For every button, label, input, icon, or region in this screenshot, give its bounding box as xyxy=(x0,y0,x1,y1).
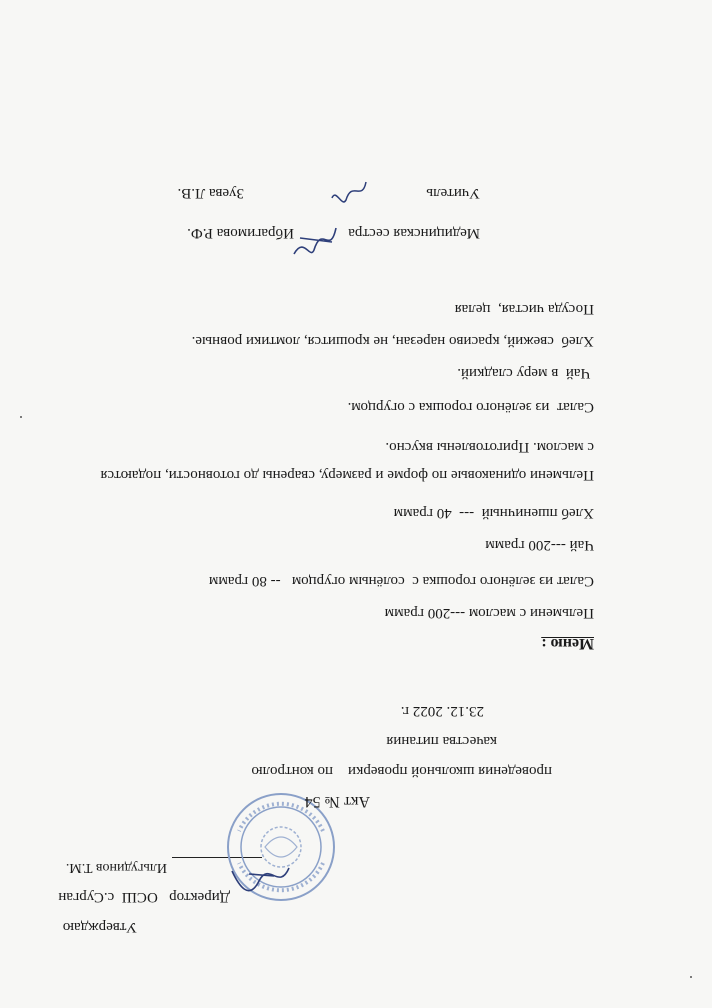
nurse-label: Медицинская сестра xyxy=(348,225,480,241)
menu-item: Чай ---200 грамм xyxy=(485,537,594,553)
director-name: Ильгудинов Т.М. xyxy=(65,860,167,875)
teacher-signature xyxy=(328,174,372,210)
nurse-signature xyxy=(284,218,344,266)
director-line: Директор ОСШ с.Сурган xyxy=(58,889,230,905)
teacher-name: Зуева Л.В. xyxy=(177,185,244,201)
menu-item: Салат из зелёного горошка с солёным огурцом -- 80 грамм xyxy=(208,573,594,589)
scan-speck xyxy=(20,416,22,418)
remark-line: Салат из зелёного горошка с огурцом. xyxy=(347,399,594,415)
menu-heading: Меню : xyxy=(541,635,594,652)
director-signature xyxy=(224,856,294,896)
act-purpose-line2: качества питания xyxy=(386,733,497,749)
act-date: 23.12. 2022 г. xyxy=(400,703,484,719)
menu-item: Хлеб пшеничный --- 40 грамм xyxy=(393,505,594,521)
remark-line: Пельмени одинаковые по форме и размеру, сварены до готовности, подаются xyxy=(100,467,594,483)
remark-line: Чай в меру сладкий. xyxy=(457,365,594,381)
nurse-name: Ибрагимова Р.Ф. xyxy=(187,225,294,241)
scan-speck xyxy=(690,976,692,978)
act-title: Акт № 54 xyxy=(304,793,370,810)
menu-item: Пельмени с маслом ---200 грамм xyxy=(384,605,594,621)
act-purpose-line1: проведения школьной проверки по контролю xyxy=(251,763,552,779)
teacher-label: Учитель xyxy=(426,185,480,201)
remark-line: с маслом. Приготовлены вкусно. xyxy=(385,439,594,455)
remark-line: Хлеб свежий, красиво нарезан, не крошится, ломтики ровные. xyxy=(191,333,594,349)
remark-line: Посуда чистая, целая xyxy=(454,301,594,317)
approve-label: Утверждаю xyxy=(62,919,137,935)
